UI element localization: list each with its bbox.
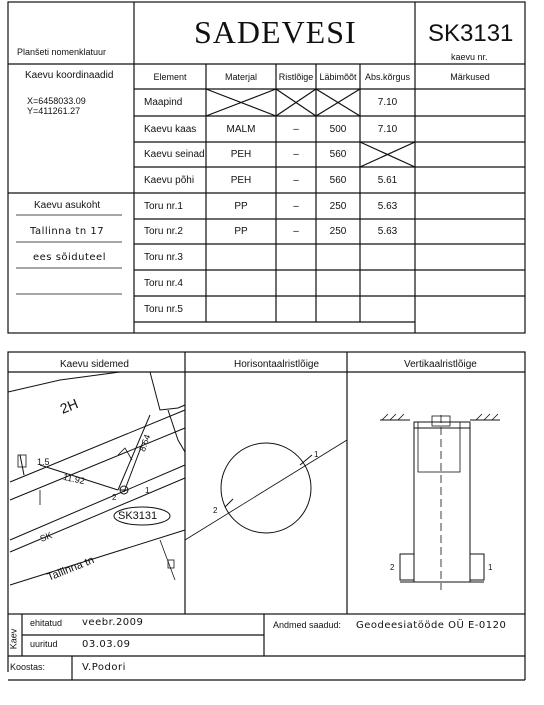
location-label: Kaevu asukoht: [34, 200, 101, 211]
well-tag: SK3131: [118, 510, 158, 522]
cell-element: Kaevu seinad: [144, 149, 205, 160]
cell-material: PP: [234, 200, 248, 212]
street-label: Tallinna tn: [45, 554, 96, 584]
cell-material: MALM: [226, 123, 256, 135]
cell-material: PEH: [230, 149, 252, 160]
built-value: veebr.2009: [82, 617, 144, 628]
cell-remarks: [415, 167, 525, 193]
cell-cross-section: [276, 270, 316, 296]
nomenclature-label: Planšeti nomenklatuur: [17, 47, 107, 57]
dim-3: 8.64: [137, 433, 153, 453]
cell-cross-section: [276, 296, 316, 322]
cell-diameter: [316, 296, 360, 322]
cell-abs-elevation: [360, 270, 415, 296]
cell-abs-elevation: 5.63: [377, 200, 398, 212]
cell-abs-elevation: [360, 142, 415, 167]
surveyed-value: 03.03.09: [82, 639, 131, 650]
cell-diameter: [316, 270, 360, 296]
surveyed-label: uuritud: [30, 639, 58, 649]
cell-remarks: [415, 89, 525, 116]
cell-element: Toru nr.5: [144, 303, 183, 315]
cell-remarks: [415, 296, 525, 322]
cell-cross-section: [276, 244, 316, 270]
cell-material: [206, 244, 276, 270]
author-label: Koostas:: [10, 662, 46, 672]
cell-abs-elevation: 7.10: [377, 97, 398, 108]
connections-label: Kaevu sidemed: [60, 359, 129, 370]
sk-line-label: SK: [38, 530, 54, 544]
cell-material: PP: [234, 226, 248, 237]
location-line1: Tallinna tn 17: [30, 226, 105, 237]
cell-diameter: 500: [329, 123, 347, 135]
cell-element: Toru nr.4: [144, 277, 183, 289]
cell-remarks: [415, 219, 525, 244]
cell-remarks: [415, 270, 525, 296]
cell-element: Toru nr.1: [144, 200, 183, 212]
horizontal-section: [185, 440, 347, 540]
dim-1: 1.5: [37, 457, 50, 467]
pipe-1-label: 1: [145, 486, 150, 495]
cell-cross-section: –: [293, 226, 299, 237]
cell-material: [206, 270, 276, 296]
coordinates-label: Kaevu koordinaadid: [25, 70, 114, 81]
header-abs-elevation: Abs.kõrgus: [364, 71, 411, 82]
header-remarks: Märkused: [450, 71, 490, 82]
cell-diameter: 250: [329, 226, 347, 237]
cell-element: Kaevu põhi: [144, 174, 195, 186]
h-pipe-2: 2: [213, 506, 218, 515]
vertical-section: [380, 414, 500, 590]
cell-abs-elevation: [360, 244, 415, 270]
cell-diameter: 560: [329, 174, 347, 186]
header-cross-section: Ristlõige: [278, 71, 314, 82]
well-nr-label: kaevu nr.: [451, 52, 488, 62]
site-sketch: [8, 372, 185, 585]
source-label: Andmed saadud:: [273, 620, 342, 630]
horizontal-section-label: Horisontaalristlõige: [234, 359, 320, 370]
header-diameter: Läbimõõt: [319, 71, 357, 82]
cell-cross-section: –: [293, 200, 299, 212]
cell-remarks: [415, 116, 525, 142]
coord-x: X=6458033.09: [27, 96, 86, 106]
cell-remarks: [415, 193, 525, 219]
cell-element: Maapind: [144, 97, 183, 108]
pipe-2-label: 2: [112, 493, 117, 502]
coord-y: Y=411261.27: [27, 106, 81, 116]
cell-abs-elevation: 7.10: [377, 123, 398, 135]
cell-diameter: 250: [329, 200, 347, 212]
kaev-label: Kaev: [8, 628, 19, 650]
cell-element: Kaevu kaas: [144, 123, 197, 135]
cell-material: [206, 89, 276, 116]
cell-element: Toru nr.2: [144, 226, 183, 237]
page-title: SADEVESI: [194, 14, 357, 50]
well-id: SK3131: [428, 20, 514, 47]
header-material: Materjal: [224, 71, 257, 82]
cell-cross-section: –: [293, 174, 299, 186]
cell-diameter: [316, 89, 360, 116]
cell-abs-elevation: 5.63: [377, 226, 398, 237]
cell-material: [206, 296, 276, 322]
v-pipe-2: 2: [390, 563, 395, 572]
cell-diameter: [316, 244, 360, 270]
cell-cross-section: [276, 89, 316, 116]
built-label: ehitatud: [30, 618, 63, 628]
cell-cross-section: –: [293, 123, 299, 135]
cell-diameter: 560: [329, 149, 347, 160]
cell-material: PEH: [230, 174, 252, 186]
author-value: V.Podori: [82, 662, 126, 673]
header-element: Element: [153, 71, 187, 82]
building-label: 2H: [57, 395, 81, 417]
vertical-section-label: Vertikaalristlõige: [404, 359, 477, 370]
location-line2: ees sõiduteel: [33, 252, 106, 263]
cell-abs-elevation: 5.61: [377, 174, 398, 186]
h-pipe-1: 1: [314, 450, 319, 459]
source-value: Geodeesiatööde OÜ E-0120: [356, 620, 507, 631]
v-pipe-1: 1: [488, 563, 493, 572]
cell-remarks: [415, 244, 525, 270]
cell-element: Toru nr.3: [144, 251, 183, 263]
cell-cross-section: –: [293, 149, 299, 160]
cell-abs-elevation: [360, 296, 415, 322]
cell-remarks: [415, 142, 525, 167]
dim-2: 11.92: [62, 471, 86, 487]
